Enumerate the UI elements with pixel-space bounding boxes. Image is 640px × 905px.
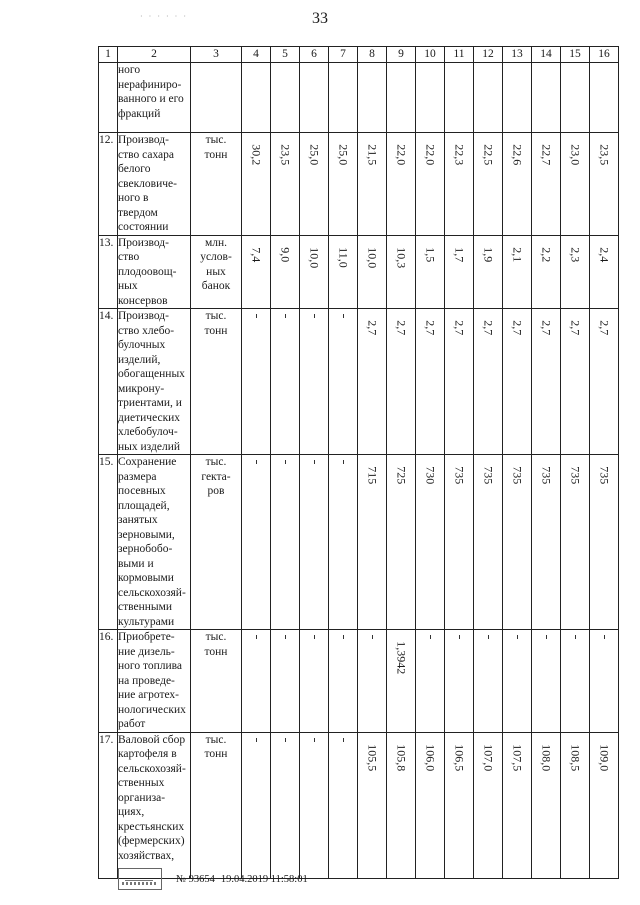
value-cell [445,63,474,133]
header-cell: 3 [191,47,242,63]
value-cell [503,235,532,309]
dash-mark [343,738,344,742]
indicator-name-line: площадей, [118,499,170,512]
value-cell [329,732,358,878]
value-cell [300,63,329,133]
table-row [99,235,619,309]
unit-line: гекта- [201,470,231,483]
value-cell [416,235,445,309]
row-number: 16. [99,630,118,733]
indicator-name-line: занятых [118,514,158,526]
value-cell [387,63,416,133]
value-text: 2,3 [568,246,583,262]
value-cell [416,732,445,878]
unit-line: услов- [200,251,232,263]
dash-mark [459,635,460,639]
dash-mark [575,635,576,639]
value-text: 715 [365,466,380,485]
indicator-name-line: ных [118,280,138,292]
header-cell: 8 [358,47,387,63]
unit-line: тыс. [205,134,227,146]
indicator-name-line: размера [118,470,157,483]
dash-mark [517,635,518,639]
value-cell [532,63,561,133]
value-cell [445,630,474,733]
value-text: 1,7 [452,246,467,262]
value-text: 735 [568,466,583,485]
value-cell [387,455,416,630]
value-text: 2,7 [365,320,380,336]
header-cell: 9 [387,47,416,63]
value-text: 108,5 [568,743,583,771]
value-cell [242,133,271,236]
value-cell [416,630,445,733]
unit-line: млн. [204,236,228,249]
value-cell [590,133,619,236]
header-cell: 11 [445,47,474,63]
dash-mark [314,738,315,742]
value-cell [329,133,358,236]
value-cell [445,455,474,630]
value-cell [271,63,300,133]
value-cell [416,455,445,630]
value-cell [300,455,329,630]
header-cell: 10 [416,47,445,63]
value-cell [242,309,271,455]
value-cell [503,63,532,133]
footer-doc-id: № 93654 [176,873,215,885]
value-text: 105,8 [394,743,409,771]
value-cell [532,732,561,878]
header-cell: 5 [271,47,300,63]
indicator-name-line: состоянии [118,221,169,233]
value-cell [503,133,532,236]
value-cell [445,309,474,455]
dash-mark [343,314,344,318]
indicator-name-line: нологических [118,703,186,716]
value-cell [300,235,329,309]
indicator-name [118,235,191,309]
table-row [99,63,619,133]
unit-line: ных [206,265,226,278]
value-text: 10,3 [394,246,409,268]
value-cell [387,235,416,309]
unit-cell [191,133,242,236]
value-cell [242,732,271,878]
value-cell [590,732,619,878]
value-text: 2,7 [597,320,612,336]
value-cell [532,235,561,309]
value-text: 735 [481,466,496,485]
value-text: 2,7 [539,320,554,336]
value-cell [503,455,532,630]
value-cell [387,133,416,236]
value-cell [329,455,358,630]
value-cell [445,133,474,236]
indicator-name-line: сельскохозяй- [118,586,186,599]
indicator-name-line: Сохранение [118,456,177,468]
value-cell [561,455,590,630]
value-cell [474,732,503,878]
indicator-name-line: Производ- [118,310,169,322]
indicator-name-line: крестьянских [118,820,185,833]
indicator-name-line: триентами, и [118,397,182,409]
header-cell: 7 [329,47,358,63]
value-cell [590,630,619,733]
row-number: 12. [99,133,118,236]
value-cell [532,630,561,733]
unit-line: тыс. [205,733,227,746]
indicator-name [118,133,191,236]
indicator-name-line: ного в [118,192,149,204]
value-text: 106,0 [423,743,438,771]
indicator-name-line: (фермерских) [118,835,185,847]
value-cell [561,63,590,133]
header-cell: 4 [242,47,271,63]
row-number: 14. [99,309,118,455]
unit-line: тонн [204,324,228,337]
indicator-name-line: ных изделий [118,440,180,453]
indicator-name-line: организа- [118,791,166,804]
value-text: 2,7 [452,320,467,336]
dash-mark [314,635,315,639]
value-text: 725 [394,466,409,485]
unit-line: тыс. [205,456,227,468]
value-cell [416,133,445,236]
indicator-name-line: ние агротех- [118,689,180,701]
unit-line: тонн [204,148,228,161]
indicator-name-line: ственных [118,777,165,789]
value-text: 106,5 [452,743,467,771]
indicator-name-line: булочных [118,339,166,351]
value-text: 2,4 [597,246,612,262]
document-footer [118,868,308,890]
indicator-name-line: выми и [118,557,154,570]
dash-mark [546,635,547,639]
unit-line: тыс. [205,310,227,322]
value-text: 107,0 [481,743,496,771]
value-text: 735 [510,466,525,485]
page-number: 33 [312,10,328,27]
table-row [99,133,619,236]
value-text: 7,4 [249,246,264,262]
value-cell [474,235,503,309]
value-text: 735 [597,466,612,485]
value-cell [474,630,503,733]
value-text: 22,0 [394,144,409,166]
value-cell [387,630,416,733]
unit-line: тонн [204,645,228,658]
indicator-name-line: посевных [118,485,166,497]
value-cell [242,630,271,733]
value-cell [561,732,590,878]
value-text: 107,5 [510,743,525,771]
value-cell [271,235,300,309]
indicator-name-line: обогащенных [118,368,185,380]
indicator-name-line: зернобобо- [118,543,173,555]
value-text: 21,5 [365,144,380,166]
dash-mark [256,635,257,639]
value-cell [532,133,561,236]
header-cell: 2 [118,47,191,63]
header-cell: 6 [300,47,329,63]
indicator-name-line: ние дизель- [118,645,175,658]
value-cell [271,309,300,455]
table-row [99,630,619,733]
value-text: 105,5 [365,743,380,771]
value-text: 730 [423,466,438,485]
footer-datetime: 19.04.2019 11:58:01 [220,873,308,885]
indicator-name-line: ванного и его [118,93,184,105]
indicator-name-line: микрону- [118,382,165,395]
header-row [99,47,619,63]
dash-mark [285,635,286,639]
value-cell [474,309,503,455]
indicator-name-line: ство сахара [118,148,175,161]
unit-line: ров [207,485,225,497]
value-text: 11,0 [336,246,351,268]
unit-cell [191,309,242,455]
value-text: 25,0 [336,144,351,166]
value-cell [503,732,532,878]
indicator-name [118,630,191,733]
value-text: 10,0 [365,246,380,268]
indicator-name-line: зерновыми, [118,528,175,541]
value-cell [242,455,271,630]
value-text: 2,2 [539,246,554,262]
indicator-name-line: твердом [118,206,158,219]
value-text: 2,7 [568,320,583,336]
indicator-name-line: культурами [118,615,175,628]
value-cell [358,630,387,733]
value-text: 735 [452,466,467,485]
dash-mark [314,314,315,318]
dash-mark [256,314,257,318]
value-text: 10,0 [307,246,322,268]
value-text: 108,0 [539,743,554,771]
value-text: 22,0 [423,144,438,166]
indicator-name-line: изделий, [118,353,161,366]
dash-mark [314,460,315,464]
indicator-name-line: консервов [118,294,168,307]
row-number: 13. [99,235,118,309]
indicator-name-line: работ [118,718,146,730]
value-text: 109,0 [597,743,612,771]
value-cell [329,630,358,733]
value-cell [561,630,590,733]
indicator-name-line: хлебобулоч- [118,426,178,438]
value-cell [590,63,619,133]
unit-line: банок [201,280,231,292]
indicator-name-line: ного топлива [118,660,183,672]
value-cell [416,309,445,455]
indicator-name [118,732,191,878]
value-text: 22,5 [481,144,496,166]
value-cell [300,732,329,878]
value-text: 2,1 [510,246,525,262]
indicator-name-line: ственными [118,601,173,613]
header-cell: 15 [561,47,590,63]
table-row [99,309,619,455]
header-cell: 1 [99,47,118,63]
indicator-name-line: на проведе- [118,674,175,687]
value-text: 1,3942 [394,641,409,675]
value-text: 30,2 [249,144,264,166]
value-text: 1,9 [481,246,496,262]
scan-artifact: · · · · · · [140,12,188,21]
unit-cell [191,455,242,630]
table-row [99,732,619,878]
indicator-name-line: циях, [118,806,145,818]
indicator-name [118,63,191,133]
value-cell [358,235,387,309]
table-row [99,455,619,630]
value-text: 22,3 [452,144,467,166]
indicator-name-line: Приобрете- [118,631,175,643]
unit-cell [191,630,242,733]
value-cell [561,309,590,455]
row-number: 17. [99,732,118,878]
value-cell [474,63,503,133]
indicator-name-line: диетических [118,411,181,424]
value-text: 23,0 [568,144,583,166]
row-number [99,63,118,133]
value-cell [242,63,271,133]
indicator-name-line: Производ- [118,134,169,146]
dash-mark [343,635,344,639]
value-cell [358,455,387,630]
indicator-name [118,309,191,455]
indicator-name [118,455,191,630]
value-cell [329,309,358,455]
indicator-name-line: ство хлебо- [118,324,175,337]
value-cell [358,309,387,455]
indicator-name-line: сельскохозяй- [118,762,186,775]
value-cell [590,455,619,630]
value-cell [271,455,300,630]
header-cell: 16 [590,47,619,63]
dash-mark [256,460,257,464]
row-number: 15. [99,455,118,630]
unit-cell [191,732,242,878]
value-text: 1,5 [423,246,438,262]
dash-mark [430,635,431,639]
value-cell [358,732,387,878]
indicator-name-line: ного [118,64,141,76]
value-cell [358,133,387,236]
value-cell [445,732,474,878]
unit-line: тыс. [205,631,227,643]
indicator-name-line: картофеля в [118,748,177,760]
value-cell [532,309,561,455]
value-cell [387,732,416,878]
value-cell [271,732,300,878]
value-text: 735 [539,466,554,485]
value-cell [300,309,329,455]
value-text: 2,7 [423,320,438,336]
value-cell [300,133,329,236]
value-cell [358,63,387,133]
indicator-name-line: кормовыми [118,572,174,584]
unit-line: тонн [204,748,228,760]
dash-mark [488,635,489,639]
value-text: 9,0 [278,246,293,262]
indicator-name-line: Производ- [118,236,169,249]
unit-cell [191,63,242,133]
indicator-name-line: плодоовощ- [118,265,177,278]
value-cell [387,309,416,455]
value-cell [416,63,445,133]
value-cell [503,630,532,733]
value-text: 2,7 [481,320,496,336]
header-cell: 12 [474,47,503,63]
value-text: 2,7 [510,320,525,336]
indicator-name-line: фракций [118,107,161,120]
indicator-name-line: свекловиче- [118,177,177,190]
indicator-name-line: хозяйствах, [118,849,175,862]
indicator-name-line: ство [118,251,140,263]
value-cell [474,455,503,630]
value-cell [329,235,358,309]
value-cell [445,235,474,309]
value-cell [300,630,329,733]
dash-mark [285,314,286,318]
value-cell [590,235,619,309]
indicator-name-line: нерафиниро- [118,78,182,91]
value-cell [271,630,300,733]
value-cell [503,309,532,455]
value-cell [329,63,358,133]
value-text: 25,0 [307,144,322,166]
value-cell [271,133,300,236]
value-text: 22,6 [510,144,525,166]
value-cell [561,235,590,309]
emblem-stamp-icon [118,868,162,890]
value-cell [242,235,271,309]
value-text: 23,5 [597,144,612,166]
unit-cell [191,235,242,309]
indicators-table [98,46,619,879]
dash-mark [256,738,257,742]
header-cell: 13 [503,47,532,63]
value-text: 22,7 [539,144,554,166]
dash-mark [343,460,344,464]
value-cell [561,133,590,236]
dash-mark [285,738,286,742]
value-cell [532,455,561,630]
indicator-name-line: Валовой сбор [118,733,186,746]
value-cell [474,133,503,236]
value-text: 2,7 [394,320,409,336]
value-cell [590,309,619,455]
dash-mark [604,635,605,639]
value-text: 23,5 [278,144,293,166]
dash-mark [372,635,373,639]
header-cell: 14 [532,47,561,63]
indicator-name-line: белого [118,163,151,175]
dash-mark [285,460,286,464]
